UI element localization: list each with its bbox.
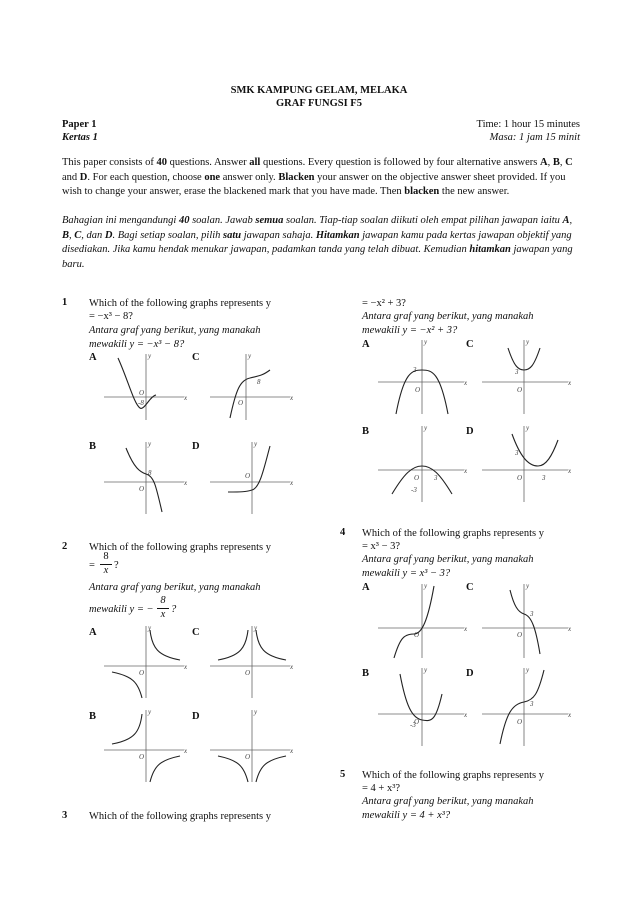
svg-text:O: O bbox=[139, 389, 145, 397]
svg-text:3: 3 bbox=[530, 610, 534, 618]
svg-text:y: y bbox=[148, 352, 152, 360]
instructions-ms: Bahagian ini mengandungi 40 soalan. Jawab semua soalan. Tiap-tiap soalan diikuti oleh empat pilihan jawapan iaitu A, B, C, dan D. Bagi setiap soalan, pilih satu jawapan sahaja. Hitamkan jawapan kamu pada kertas jawapan objektif yang disediakan. Jika kamu hendak menukar jawapan, padamkan tanda yang telah dibuat. Kemudian hitamkan jawapan yang baru. bbox=[62, 215, 573, 270]
svg-text:8: 8 bbox=[257, 378, 261, 386]
svg-text:y: y bbox=[526, 338, 530, 346]
q2-option-a-label[interactable]: A bbox=[89, 627, 97, 638]
question-2-ms-denominator: x bbox=[160, 609, 166, 620]
svg-text:y: y bbox=[424, 338, 428, 346]
svg-text:x: x bbox=[290, 747, 294, 755]
q2-graph-a[interactable] bbox=[104, 622, 188, 702]
q1-graph-c[interactable] bbox=[210, 350, 294, 422]
q3-option-d-label[interactable]: D bbox=[466, 426, 474, 437]
svg-text:x: x bbox=[568, 467, 572, 475]
svg-text:3: 3 bbox=[413, 366, 417, 374]
svg-text:3: 3 bbox=[542, 474, 546, 482]
q1-graph-b[interactable] bbox=[104, 438, 188, 518]
q3-option-c-label[interactable]: C bbox=[466, 339, 474, 350]
q4-graph-a[interactable] bbox=[378, 580, 468, 660]
svg-text:3: 3 bbox=[515, 449, 519, 457]
question-3-number: 3 bbox=[62, 810, 68, 821]
q2-option-d-label[interactable]: D bbox=[192, 711, 200, 722]
svg-text:x: x bbox=[464, 467, 468, 475]
time-ms: Masa: 1 jam 15 minit bbox=[489, 132, 580, 143]
svg-text:O: O bbox=[139, 753, 145, 761]
q4-graph-d[interactable] bbox=[482, 664, 572, 748]
q4-graph-b[interactable] bbox=[378, 664, 468, 748]
question-2-ms-prefix: mewakili y = − bbox=[89, 604, 154, 615]
question-1-equation: = −x³ − 8? bbox=[89, 311, 133, 322]
svg-text:y: y bbox=[248, 352, 252, 360]
q1-option-c-label[interactable]: C bbox=[192, 352, 200, 363]
svg-text:x: x bbox=[290, 394, 294, 402]
svg-text:y: y bbox=[254, 440, 258, 448]
svg-text:x: x bbox=[464, 625, 468, 633]
question-4-text-ms: Antara graf yang berikut, yang manakah bbox=[362, 554, 534, 565]
paper-label-en: Paper 1 bbox=[62, 119, 97, 130]
q2-graph-b[interactable] bbox=[104, 706, 188, 786]
svg-text:-3: -3 bbox=[411, 486, 417, 494]
svg-text:O: O bbox=[414, 474, 420, 482]
svg-text:x: x bbox=[184, 394, 188, 402]
q2-option-b-label[interactable]: B bbox=[89, 711, 97, 722]
q3-graph-d[interactable] bbox=[482, 422, 572, 504]
question-1-number: 1 bbox=[62, 297, 68, 308]
q3-graph-c[interactable] bbox=[482, 336, 572, 416]
svg-text:x: x bbox=[184, 747, 188, 755]
svg-text:y: y bbox=[526, 424, 530, 432]
q2-option-c-label[interactable]: C bbox=[192, 627, 200, 638]
svg-text:-8: -8 bbox=[138, 399, 144, 407]
question-5-equation: = 4 + x³? bbox=[362, 783, 401, 794]
svg-text:x: x bbox=[184, 479, 188, 487]
svg-text:O: O bbox=[517, 718, 523, 726]
question-3-text-en: Which of the following graphs represents y bbox=[89, 811, 271, 822]
svg-text:y: y bbox=[254, 624, 258, 632]
q3-option-a-label[interactable]: A bbox=[362, 339, 370, 350]
svg-text:y: y bbox=[424, 582, 428, 590]
svg-text:3: 3 bbox=[530, 700, 534, 708]
question-2-numerator: 8 bbox=[103, 551, 109, 562]
q3-option-b-label[interactable]: B bbox=[362, 426, 370, 437]
q1-option-d-label[interactable]: D bbox=[192, 441, 200, 452]
question-1-text-en: Which of the following graphs represents y bbox=[89, 298, 271, 309]
svg-text:O: O bbox=[139, 485, 145, 493]
question-4-number: 4 bbox=[340, 527, 346, 538]
svg-text:y: y bbox=[148, 440, 152, 448]
question-4-equation-ms: mewakili y = x³ − 3? bbox=[362, 568, 451, 579]
question-2-ms-numerator: 8 bbox=[160, 595, 166, 606]
school-name: SMK KAMPUNG GELAM, MELAKA bbox=[230, 85, 408, 96]
svg-text:y: y bbox=[254, 708, 258, 716]
q1-option-b-label[interactable]: B bbox=[89, 441, 97, 452]
svg-text:O: O bbox=[245, 472, 251, 480]
svg-text:x: x bbox=[568, 625, 572, 633]
svg-text:O: O bbox=[517, 474, 523, 482]
svg-text:O: O bbox=[414, 631, 420, 639]
svg-text:O: O bbox=[245, 753, 251, 761]
question-4-text-en: Which of the following graphs represents y bbox=[362, 528, 544, 539]
question-5-text-ms: Antara graf yang berikut, yang manakah bbox=[362, 796, 534, 807]
svg-text:x: x bbox=[568, 379, 572, 387]
svg-text:O: O bbox=[414, 718, 420, 726]
svg-text:8: 8 bbox=[148, 469, 152, 477]
q1-option-a-label[interactable]: A bbox=[89, 352, 97, 363]
svg-text:x: x bbox=[464, 379, 468, 387]
svg-text:O: O bbox=[139, 669, 145, 677]
svg-text:x: x bbox=[464, 711, 468, 719]
svg-text:O: O bbox=[415, 386, 421, 394]
svg-text:y: y bbox=[526, 666, 530, 674]
question-2-text-ms: Antara graf yang berikut, yang manakah bbox=[89, 582, 261, 593]
question-3-equation: = −x² + 3? bbox=[362, 298, 406, 309]
question-1-equation-ms: mewakili y = −x³ − 8? bbox=[89, 339, 185, 350]
svg-text:O: O bbox=[517, 631, 523, 639]
q4-option-b-label[interactable]: B bbox=[362, 668, 370, 679]
q2-graph-c[interactable] bbox=[210, 622, 294, 702]
svg-text:y: y bbox=[148, 624, 152, 632]
paper-label-ms: Kertas 1 bbox=[62, 132, 98, 143]
q1-graph-d[interactable] bbox=[210, 438, 294, 518]
q4-option-c-label[interactable]: C bbox=[466, 582, 474, 593]
svg-text:O: O bbox=[517, 386, 523, 394]
q4-option-d-label[interactable]: D bbox=[466, 668, 474, 679]
question-5-text-en: Which of the following graphs represents y bbox=[362, 770, 544, 781]
svg-text:y: y bbox=[526, 582, 530, 590]
question-2-eq-prefix: = bbox=[89, 560, 95, 571]
svg-text:y: y bbox=[148, 708, 152, 716]
q2-graph-d[interactable] bbox=[210, 706, 294, 786]
q3-graph-a[interactable] bbox=[378, 336, 468, 416]
question-5-number: 5 bbox=[340, 769, 346, 780]
svg-text:x: x bbox=[290, 663, 294, 671]
question-3-text-ms: Antara graf yang berikut, yang manakah bbox=[362, 311, 534, 322]
question-2-ms-qmark: ? bbox=[171, 604, 177, 615]
svg-text:O: O bbox=[238, 399, 244, 407]
question-4-equation: = x³ − 3? bbox=[362, 541, 401, 552]
svg-text:x: x bbox=[184, 663, 188, 671]
time-en: Time: 1 hour 15 minutes bbox=[476, 119, 580, 130]
question-2-number: 2 bbox=[62, 541, 68, 552]
q4-graph-c[interactable] bbox=[482, 580, 572, 660]
paper-subject: GRAF FUNGSI F5 bbox=[276, 98, 362, 109]
q3-graph-b[interactable] bbox=[378, 422, 468, 504]
q1-graph-a[interactable] bbox=[104, 350, 188, 422]
question-2-denominator: x bbox=[103, 565, 109, 576]
instructions-en: This paper consists of 40 questions. Answer all questions. Every question is followed by four alternative answers A, B, C and D. For each question, choose one answer only. Blacken your answer on the objective answer sheet provided. If you wish to change your answer, erase the blackened mark that you have made. Then blacken the new answer. bbox=[62, 157, 573, 197]
question-3-equation-ms: mewakili y = −x² + 3? bbox=[362, 325, 458, 336]
question-5-equation-ms: mewakili y = 4 + x³? bbox=[362, 810, 451, 821]
svg-text:3: 3 bbox=[434, 474, 438, 482]
question-2-qmark: ? bbox=[114, 560, 119, 571]
svg-text:O: O bbox=[245, 669, 251, 677]
question-2-text-en: Which of the following graphs represents y bbox=[89, 542, 271, 553]
question-1-text-ms: Antara graf yang berikut, yang manakah bbox=[89, 325, 261, 336]
svg-text:y: y bbox=[424, 424, 428, 432]
svg-text:x: x bbox=[290, 479, 294, 487]
q4-option-a-label[interactable]: A bbox=[362, 582, 370, 593]
svg-text:y: y bbox=[424, 666, 428, 674]
svg-text:x: x bbox=[568, 711, 572, 719]
svg-text:3: 3 bbox=[515, 368, 519, 376]
svg-text:-3: -3 bbox=[410, 721, 416, 729]
